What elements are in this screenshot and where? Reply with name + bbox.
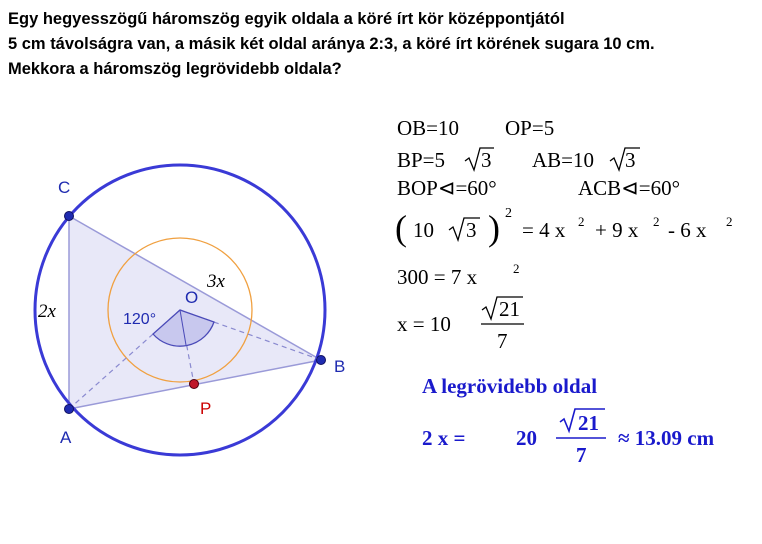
- label-b: B: [334, 357, 346, 376]
- paren-open: (: [395, 208, 407, 248]
- eq-frac-num: 21: [499, 297, 520, 321]
- paren-close: ): [488, 208, 500, 248]
- point-p[interactable]: [190, 380, 199, 389]
- label-a: A: [60, 428, 72, 447]
- eq-ab: AB=10: [532, 148, 595, 172]
- result-frac-num: 21: [578, 411, 599, 435]
- eq-sq-3: 2: [726, 214, 733, 229]
- label-o: O: [185, 288, 199, 307]
- result-heading: A legrövidebb oldal: [422, 374, 598, 398]
- eq-coef-10: 10: [413, 218, 434, 242]
- eq-rhs-6x: - 6 x: [668, 218, 707, 242]
- result-frac-den: 7: [576, 443, 587, 467]
- point-a[interactable]: [65, 405, 74, 414]
- label-angle-120: 120°: [123, 311, 157, 328]
- eq-angle-bop: BOP⊲=60°: [397, 176, 497, 200]
- label-p: P: [200, 399, 212, 418]
- eq-exponent: 2: [505, 206, 512, 221]
- eq-x: x = 10: [397, 312, 451, 336]
- result-approx: ≈ 13.09 cm: [618, 426, 715, 450]
- problem-line-2: 5 cm távolságra van, a másik két oldal aránya 2:3, a köré írt körének sugara 10 cm.: [8, 35, 655, 53]
- problem-line-1: Egy hegyesszögű háromszög egyik oldala a köré írt kör középpontjától: [8, 10, 565, 28]
- eq-frac-den: 7: [497, 329, 508, 353]
- point-c[interactable]: [65, 212, 74, 221]
- result-coef: 20: [516, 426, 537, 450]
- eq-rhs-4x: = 4 x: [522, 218, 566, 242]
- eq-sq-2: 2: [653, 214, 660, 229]
- result-lhs: 2 x =: [422, 426, 466, 450]
- result: [422, 374, 715, 467]
- eq-bp: BP=5: [397, 148, 446, 172]
- eq-sq-4: 2: [513, 261, 520, 276]
- label-c: C: [58, 178, 71, 197]
- eq-angle-acb: ACB⊲=60°: [578, 176, 681, 200]
- eq-300: 300 = 7 x: [397, 265, 478, 289]
- label-side-cb: 3x: [207, 271, 225, 292]
- eq-ob: OB=10: [397, 116, 460, 140]
- point-b[interactable]: [317, 356, 326, 365]
- label-side-ac: 2x: [38, 301, 56, 322]
- equations: [395, 116, 733, 353]
- eq-sq-1: 2: [578, 214, 585, 229]
- eq-op: OP=5: [505, 116, 555, 140]
- problem-line-3: Mekkora a háromszög legrövidebb oldala?: [8, 60, 342, 78]
- eq-radicand-3: 3: [466, 218, 477, 242]
- eq-bp-radicand: 3: [481, 148, 492, 172]
- eq-rhs-9x: + 9 x: [595, 218, 639, 242]
- eq-ab-radicand: 3: [625, 148, 636, 172]
